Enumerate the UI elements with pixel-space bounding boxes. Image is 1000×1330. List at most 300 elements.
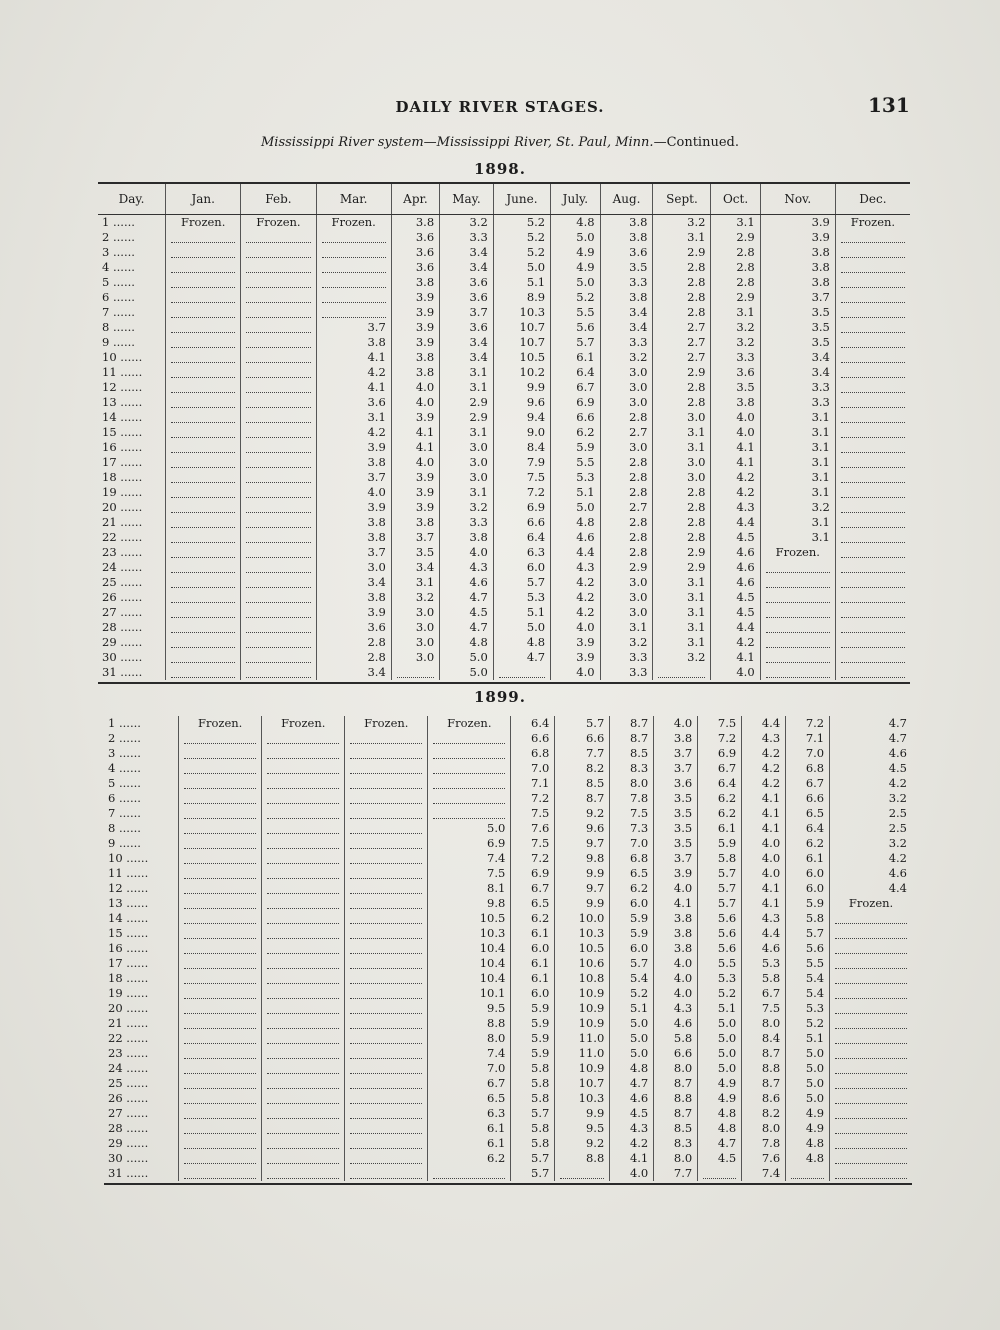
- empty-cell: [835, 320, 910, 335]
- stage-cell: 8.7: [610, 716, 654, 731]
- stage-cell: 4.9: [698, 1076, 742, 1091]
- day-cell: 21 ......: [108, 1016, 149, 1030]
- stage-cell: 7.5: [511, 806, 555, 821]
- empty-cell: [262, 1091, 345, 1106]
- day-cell: 22 ......: [102, 530, 143, 544]
- empty-cell: [241, 470, 316, 485]
- empty-cell: [835, 455, 910, 470]
- stage-cell: 5.8: [511, 1091, 555, 1106]
- stage-cell: 3.0: [391, 650, 439, 665]
- stage-cell: 4.2: [551, 575, 600, 590]
- empty-cell: [262, 776, 345, 791]
- day-cell: 12 ......: [102, 380, 143, 394]
- subtitle-continued: —Continued.: [653, 135, 739, 150]
- stage-cell: 4.0: [391, 395, 439, 410]
- stage-cell: 7.2: [698, 731, 742, 746]
- empty-cell: [166, 440, 241, 455]
- stage-cell: 6.9: [698, 746, 742, 761]
- stage-cell: 6.0: [786, 881, 830, 896]
- stage-cell: 5.0: [551, 230, 600, 245]
- stage-cell: 5.6: [786, 941, 830, 956]
- day-cell: 17 ......: [102, 455, 143, 469]
- empty-cell: [179, 926, 262, 941]
- empty-cell: [166, 560, 241, 575]
- stage-cell: 3.0: [600, 590, 653, 605]
- empty-cell: [262, 866, 345, 881]
- table-row: [98, 380, 910, 395]
- stage-cell: 3.7: [391, 530, 439, 545]
- stage-cell: Frozen.: [428, 716, 511, 731]
- stage-cell: 5.6: [698, 941, 742, 956]
- table-row: [98, 230, 910, 245]
- stage-cell: 9.2: [555, 806, 610, 821]
- stage-cell: 7.5: [511, 836, 555, 851]
- day-cell: 24 ......: [108, 1061, 149, 1075]
- stage-cell: 5.8: [742, 971, 786, 986]
- stage-cell: 3.3: [760, 395, 835, 410]
- stage-cell: 8.3: [610, 761, 654, 776]
- stage-cell: 6.1: [786, 851, 830, 866]
- stage-cell: 4.2: [742, 746, 786, 761]
- stage-cell: 3.8: [760, 245, 835, 260]
- stage-cell: 8.8: [742, 1061, 786, 1076]
- stage-cell: 5.2: [493, 245, 550, 260]
- stage-cell: 2.8: [653, 530, 711, 545]
- stage-cell: 6.8: [511, 746, 555, 761]
- stage-cell: 6.7: [428, 1076, 511, 1091]
- stage-cell: 4.2: [830, 776, 912, 791]
- column-header: Jan.: [166, 184, 241, 215]
- stage-cell: 3.7: [316, 320, 391, 335]
- stage-cell: 5.7: [551, 335, 600, 350]
- day-cell: 24 ......: [102, 560, 143, 574]
- stage-cell: 4.1: [316, 380, 391, 395]
- table-row: [98, 215, 910, 231]
- stage-cell: 5.1: [698, 1001, 742, 1016]
- stage-cell: 8.7: [555, 791, 610, 806]
- stage-cell: 10.8: [555, 971, 610, 986]
- stage-cell: 7.5: [610, 806, 654, 821]
- empty-cell: [835, 665, 910, 680]
- stage-cell: 4.4: [711, 515, 760, 530]
- empty-cell: [166, 230, 241, 245]
- stage-cell: 6.2: [698, 806, 742, 821]
- day-cell: 22 ......: [108, 1031, 149, 1045]
- stage-cell: Frozen.: [316, 215, 391, 231]
- empty-cell: [345, 1136, 428, 1151]
- empty-cell: [835, 245, 910, 260]
- stage-cell: 5.9: [610, 926, 654, 941]
- empty-cell: [262, 1076, 345, 1091]
- table-row: [104, 881, 912, 896]
- stage-cell: 7.2: [493, 485, 550, 500]
- empty-cell: [835, 500, 910, 515]
- empty-cell: [179, 851, 262, 866]
- empty-cell: [166, 350, 241, 365]
- stage-cell: 2.8: [653, 515, 711, 530]
- stage-cell: 8.7: [610, 731, 654, 746]
- stage-cell: 5.9: [511, 1001, 555, 1016]
- empty-cell: [830, 1076, 912, 1091]
- stage-cell: 4.7: [610, 1076, 654, 1091]
- empty-cell: [345, 1076, 428, 1091]
- stage-cell: 6.0: [511, 941, 555, 956]
- stage-cell: 3.3: [600, 275, 653, 290]
- day-cell: 12 ......: [108, 881, 149, 895]
- table-row: [98, 665, 910, 680]
- day-cell: 5 ......: [102, 275, 135, 289]
- stage-cell: 3.1: [711, 215, 760, 231]
- stage-cell: 2.9: [653, 245, 711, 260]
- stage-cell: 7.8: [742, 1136, 786, 1151]
- stage-cell: 3.2: [830, 836, 912, 851]
- stage-cell: 3.9: [391, 290, 439, 305]
- empty-cell: [555, 1166, 610, 1181]
- table-row: [98, 350, 910, 365]
- stage-cell: 3.1: [760, 440, 835, 455]
- empty-cell: [835, 545, 910, 560]
- empty-cell: [262, 1031, 345, 1046]
- table-row: [104, 836, 912, 851]
- table-row: [104, 1076, 912, 1091]
- stage-cell: 3.9: [654, 866, 698, 881]
- table-row: [104, 746, 912, 761]
- stage-cell: 4.7: [830, 731, 912, 746]
- empty-cell: [179, 911, 262, 926]
- empty-cell: [345, 896, 428, 911]
- empty-cell: [835, 260, 910, 275]
- stage-cell: 4.0: [654, 986, 698, 1001]
- stage-cell: 5.0: [786, 1061, 830, 1076]
- day-cell: 16 ......: [108, 941, 149, 955]
- stage-cell: 3.9: [391, 500, 439, 515]
- table-row: [104, 1136, 912, 1151]
- empty-cell: [179, 1076, 262, 1091]
- stage-cell: 3.1: [653, 605, 711, 620]
- empty-cell: [830, 1151, 912, 1166]
- stage-cell: 4.0: [742, 851, 786, 866]
- empty-cell: [835, 650, 910, 665]
- stage-cell: 3.0: [653, 470, 711, 485]
- stage-cell: 3.1: [760, 485, 835, 500]
- empty-cell: [166, 335, 241, 350]
- stage-cell: 3.7: [654, 851, 698, 866]
- stage-cell: 3.6: [440, 275, 494, 290]
- stage-cell: 6.4: [786, 821, 830, 836]
- stage-cell: 8.1: [428, 881, 511, 896]
- stage-cell: 5.0: [786, 1076, 830, 1091]
- empty-cell: [428, 731, 511, 746]
- day-cell: 20 ......: [102, 500, 143, 514]
- stage-cell: 7.0: [511, 761, 555, 776]
- column-header: Aug.: [600, 184, 653, 215]
- empty-cell: [760, 650, 835, 665]
- stage-cell: 4.6: [711, 575, 760, 590]
- stage-cell: 3.9: [760, 215, 835, 231]
- empty-cell: [428, 776, 511, 791]
- empty-cell: [241, 410, 316, 425]
- empty-cell: [835, 395, 910, 410]
- stage-cell: 10.4: [428, 941, 511, 956]
- empty-cell: [166, 650, 241, 665]
- empty-cell: [179, 866, 262, 881]
- stage-cell: 3.1: [653, 425, 711, 440]
- stage-cell: 4.0: [654, 956, 698, 971]
- day-cell: 23 ......: [102, 545, 143, 559]
- empty-cell: [262, 1121, 345, 1136]
- day-cell: 14 ......: [108, 911, 149, 925]
- stage-cell: 6.0: [610, 896, 654, 911]
- stage-cell: 4.5: [698, 1151, 742, 1166]
- stage-cell: 4.2: [742, 761, 786, 776]
- empty-cell: [166, 470, 241, 485]
- stage-cell: 4.0: [316, 485, 391, 500]
- empty-cell: [179, 896, 262, 911]
- stage-cell: 4.9: [698, 1091, 742, 1106]
- empty-cell: [653, 665, 711, 680]
- stage-cell: 7.2: [786, 716, 830, 731]
- stage-cell: 3.0: [600, 365, 653, 380]
- stage-cell: 3.1: [653, 230, 711, 245]
- empty-cell: [166, 410, 241, 425]
- empty-cell: [166, 500, 241, 515]
- stage-cell: 3.7: [760, 290, 835, 305]
- stage-cell: 10.3: [493, 305, 550, 320]
- stage-cell: 3.9: [551, 635, 600, 650]
- empty-cell: [166, 530, 241, 545]
- stage-cell: 5.7: [610, 956, 654, 971]
- empty-cell: [241, 290, 316, 305]
- stage-cell: 4.8: [698, 1121, 742, 1136]
- stage-cell: 5.8: [511, 1076, 555, 1091]
- stage-cell: 5.0: [786, 1091, 830, 1106]
- table-bottom-rule-1899: [104, 1183, 912, 1185]
- stage-cell: 3.0: [316, 560, 391, 575]
- stage-cell: 3.8: [316, 530, 391, 545]
- stage-cell: 2.5: [830, 806, 912, 821]
- empty-cell: [835, 590, 910, 605]
- stage-cell: 9.6: [555, 821, 610, 836]
- stage-cell: 3.8: [316, 455, 391, 470]
- stage-cell: 10.6: [555, 956, 610, 971]
- stage-cell: 7.1: [786, 731, 830, 746]
- empty-cell: [262, 956, 345, 971]
- day-cell: 8 ......: [108, 821, 141, 835]
- stage-cell: 2.8: [653, 260, 711, 275]
- stage-cell: 6.6: [493, 515, 550, 530]
- stage-cell: 3.8: [654, 731, 698, 746]
- stage-cell: 4.1: [391, 425, 439, 440]
- stage-cell: 5.7: [698, 881, 742, 896]
- stage-cell: 4.8: [493, 635, 550, 650]
- stage-cell: 4.7: [493, 650, 550, 665]
- stage-cell: 6.1: [511, 971, 555, 986]
- stage-cell: 10.5: [428, 911, 511, 926]
- stage-cell: 3.0: [600, 395, 653, 410]
- empty-cell: [345, 956, 428, 971]
- stage-cell: 5.0: [551, 275, 600, 290]
- table-row: [104, 821, 912, 836]
- stage-cell: 8.4: [493, 440, 550, 455]
- stage-cell: 8.5: [555, 776, 610, 791]
- stage-cell: 10.3: [555, 1091, 610, 1106]
- empty-cell: [179, 1061, 262, 1076]
- empty-cell: [316, 275, 391, 290]
- stage-cell: 2.8: [653, 305, 711, 320]
- empty-cell: [262, 851, 345, 866]
- stage-cell: 3.9: [391, 305, 439, 320]
- stage-cell: 3.9: [391, 470, 439, 485]
- stage-cell: 6.7: [698, 761, 742, 776]
- table-row: [104, 1016, 912, 1031]
- stage-cell: 4.9: [551, 245, 600, 260]
- empty-cell: [179, 1151, 262, 1166]
- stage-cell: 10.5: [555, 941, 610, 956]
- table-row: [104, 1091, 912, 1106]
- stage-cell: 3.7: [654, 761, 698, 776]
- empty-cell: [830, 1106, 912, 1121]
- empty-cell: [179, 1121, 262, 1136]
- empty-cell: [316, 260, 391, 275]
- stage-cell: 4.3: [742, 731, 786, 746]
- stage-cell: 5.7: [698, 866, 742, 881]
- stage-cell: 3.1: [440, 365, 494, 380]
- stage-cell: 5.9: [698, 836, 742, 851]
- stage-cell: 4.3: [711, 500, 760, 515]
- empty-cell: [262, 1136, 345, 1151]
- stage-cell: 8.6: [742, 1091, 786, 1106]
- empty-cell: [166, 620, 241, 635]
- stage-cell: 2.9: [653, 545, 711, 560]
- table-row: [98, 260, 910, 275]
- empty-cell: [179, 821, 262, 836]
- stage-cell: 9.9: [555, 896, 610, 911]
- stage-cell: 5.0: [440, 650, 494, 665]
- empty-cell: [241, 275, 316, 290]
- stage-cell: 4.6: [711, 560, 760, 575]
- stage-cell: 4.4: [830, 881, 912, 896]
- stage-cell: 5.6: [551, 320, 600, 335]
- table-row: [104, 956, 912, 971]
- day-cell: 1 ......: [108, 716, 141, 730]
- stage-cell: 3.5: [760, 320, 835, 335]
- stage-cell: 3.6: [391, 260, 439, 275]
- stage-cell: 10.2: [493, 365, 550, 380]
- stage-cell: 6.9: [428, 836, 511, 851]
- stage-cell: 3.5: [711, 380, 760, 395]
- day-cell: 13 ......: [102, 395, 143, 409]
- stage-cell: 6.7: [786, 776, 830, 791]
- empty-cell: [760, 605, 835, 620]
- stage-cell: 6.6: [511, 731, 555, 746]
- empty-cell: [179, 746, 262, 761]
- stage-cell: 4.1: [742, 821, 786, 836]
- empty-cell: [241, 455, 316, 470]
- header-row: [98, 184, 910, 215]
- stage-cell: 3.5: [654, 836, 698, 851]
- stage-cell: 5.0: [698, 1031, 742, 1046]
- stage-cell: 4.1: [742, 791, 786, 806]
- stage-cell: 8.2: [555, 761, 610, 776]
- stage-cell: 8.0: [654, 1151, 698, 1166]
- stage-cell: 4.0: [711, 665, 760, 680]
- table-bottom-rule-1898: [98, 682, 910, 684]
- table-row: [104, 851, 912, 866]
- empty-cell: [166, 455, 241, 470]
- stage-cell: 10.0: [555, 911, 610, 926]
- day-cell: 18 ......: [102, 470, 143, 484]
- stage-cell: 4.7: [440, 620, 494, 635]
- stage-cell: 3.9: [391, 485, 439, 500]
- stage-cell: 3.2: [760, 500, 835, 515]
- stage-cell: 5.8: [511, 1136, 555, 1151]
- stage-cell: 5.5: [786, 956, 830, 971]
- stage-cell: 5.3: [698, 971, 742, 986]
- empty-cell: [262, 806, 345, 821]
- table-row: [98, 605, 910, 620]
- empty-cell: [830, 956, 912, 971]
- stage-cell: 5.0: [428, 821, 511, 836]
- table-row: [104, 941, 912, 956]
- stage-cell: 3.8: [440, 530, 494, 545]
- stage-cell: 7.2: [511, 791, 555, 806]
- stage-cell: 3.7: [654, 746, 698, 761]
- stage-cell: 2.5: [830, 821, 912, 836]
- stage-cell: 5.2: [551, 290, 600, 305]
- empty-cell: [179, 761, 262, 776]
- empty-cell: [166, 395, 241, 410]
- empty-cell: [179, 1016, 262, 1031]
- stage-cell: 8.0: [654, 1061, 698, 1076]
- stage-cell: 5.2: [493, 215, 550, 231]
- empty-cell: [830, 1091, 912, 1106]
- stage-cell: 5.2: [610, 986, 654, 1001]
- stage-cell: 3.8: [391, 275, 439, 290]
- stage-cell: 5.8: [698, 851, 742, 866]
- empty-cell: [166, 605, 241, 620]
- empty-cell: [345, 791, 428, 806]
- stage-cell: 9.8: [555, 851, 610, 866]
- stage-cell: 5.3: [742, 956, 786, 971]
- stage-cell: 3.1: [391, 575, 439, 590]
- stage-cell: 8.7: [742, 1076, 786, 1091]
- empty-cell: [166, 515, 241, 530]
- day-cell: 15 ......: [102, 425, 143, 439]
- year-heading-1899: 1899.: [474, 688, 526, 706]
- daily-stages-table-1898: [98, 184, 910, 680]
- stage-cell: 3.1: [440, 485, 494, 500]
- stage-cell: 8.9: [493, 290, 550, 305]
- stage-cell: 6.6: [555, 731, 610, 746]
- stage-cell: 4.8: [551, 215, 600, 231]
- stage-cell: 4.5: [610, 1106, 654, 1121]
- empty-cell: [830, 1061, 912, 1076]
- empty-cell: [179, 1001, 262, 1016]
- stage-cell: 4.6: [440, 575, 494, 590]
- empty-cell: [179, 776, 262, 791]
- day-cell: 31 ......: [102, 665, 143, 679]
- stage-cell: 3.3: [600, 665, 653, 680]
- stage-cell: 4.2: [610, 1136, 654, 1151]
- empty-cell: [179, 956, 262, 971]
- stage-cell: 3.3: [600, 335, 653, 350]
- stage-cell: 5.3: [551, 470, 600, 485]
- stage-cell: 6.4: [698, 776, 742, 791]
- stage-cell: 7.1: [511, 776, 555, 791]
- stage-cell: 10.9: [555, 1001, 610, 1016]
- empty-cell: [345, 1106, 428, 1121]
- empty-cell: [835, 350, 910, 365]
